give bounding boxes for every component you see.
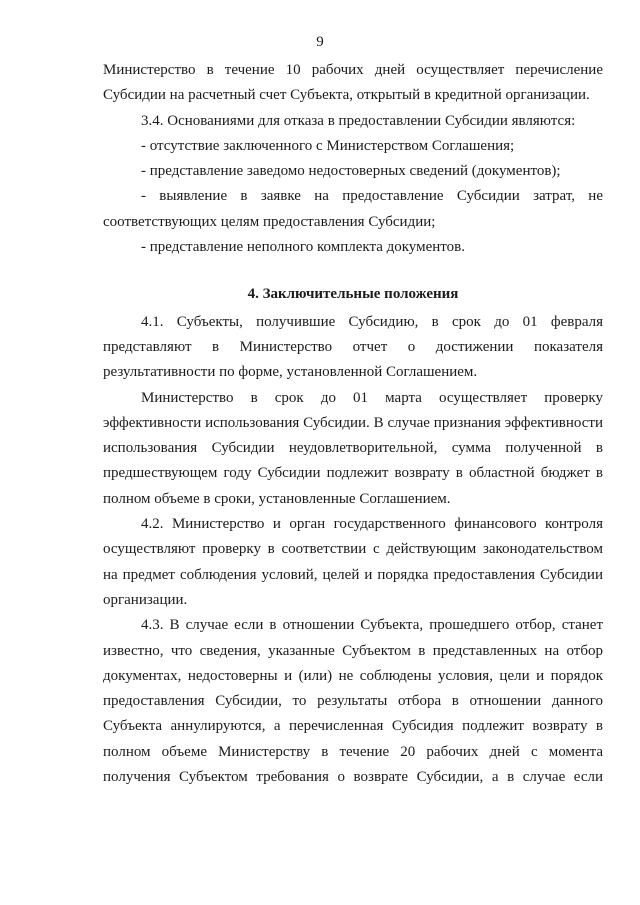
text-line: известно, что сведения, указанные Субъектом в представленных на отбор — [103, 642, 603, 659]
text-line: представляют в Министерство отчет о достижении показателя — [103, 338, 603, 355]
text-line: соответствующих целям предоставления Субсидии; — [103, 213, 436, 230]
refusal-reason-item — [103, 184, 603, 235]
text-line: 4.1. Субъекты, получившие Субсидию, в срок до 01 февраля — [141, 313, 603, 330]
paragraph-3-4: 3.4. Основаниями для отказа в предоставлении Субсидии являются: — [141, 112, 576, 129]
text-line: эффективности использования Субсидии. В случае признания эффективности — [103, 414, 603, 431]
document-body — [103, 58, 603, 790]
text-line: получения Субъектом требования о возврате Субсидии, а в случае если — [103, 769, 603, 786]
paragraph-ministry-check — [103, 386, 603, 512]
refusal-reason-item: - отсутствие заключенного с Министерством Соглашения; — [141, 137, 515, 154]
refusal-reason-item: - представление заведомо недостоверных сведений (документов); — [141, 163, 561, 180]
text-line: Министерство в течение 10 рабочих дней осуществляет перечисление — [103, 62, 603, 78]
text-line: предоставления Субсидии, то результаты отбора в отношении данного — [103, 693, 603, 710]
text-line: результативности по форме, установленной Соглашением. — [103, 364, 478, 381]
spacer — [103, 260, 603, 282]
text-line: полном объеме в сроки, установленные Соглашением. — [103, 490, 451, 507]
text-line: Субсидии на расчетный счет Субъекта, открытый в кредитной организации. — [103, 87, 590, 104]
section-title: 4. Заключительные положения — [247, 286, 459, 303]
refusal-reason-item: - представление неполного комплекта документов. — [141, 239, 465, 256]
text-line: 4.2. Министерство и орган государственного финансового контроля — [141, 516, 603, 533]
text-line: организации. — [103, 591, 188, 608]
text-line: предшествующем году Субсидии подлежит возврату в областной бюджет в — [103, 465, 603, 482]
page-number: 9 — [316, 34, 324, 50]
text-line: осуществляют проверку в соответствии с действующим законодательством — [103, 541, 603, 558]
text-line: использования Субсидии неудовлетворительной, сумма полученной в — [103, 440, 603, 457]
paragraph-4-2 — [103, 512, 603, 613]
text-line: Субъекта аннулируются, а перечисленная Субсидия подлежит возврату в — [103, 718, 603, 735]
paragraph-intro — [103, 58, 603, 109]
text-line: на предмет соблюдения условий, целей и порядка предоставления Субсидии — [103, 566, 603, 583]
text-line: 4.3. В случае если в отношении Субъекта, прошедшего отбор, станет — [141, 617, 603, 634]
paragraph-4-1 — [103, 310, 603, 386]
text-line: полном объеме Министерству в течение 20 рабочих дней с момента — [103, 743, 603, 760]
text-line: - выявление в заявке на предоставление Субсидии затрат, не — [141, 188, 603, 205]
text-line: документах, недостоверны и (или) не соблюдены условия, цели и порядок — [103, 667, 603, 684]
paragraph-4-3 — [103, 613, 603, 790]
text-line: Министерство в срок до 01 марта осуществляет проверку — [141, 389, 603, 406]
